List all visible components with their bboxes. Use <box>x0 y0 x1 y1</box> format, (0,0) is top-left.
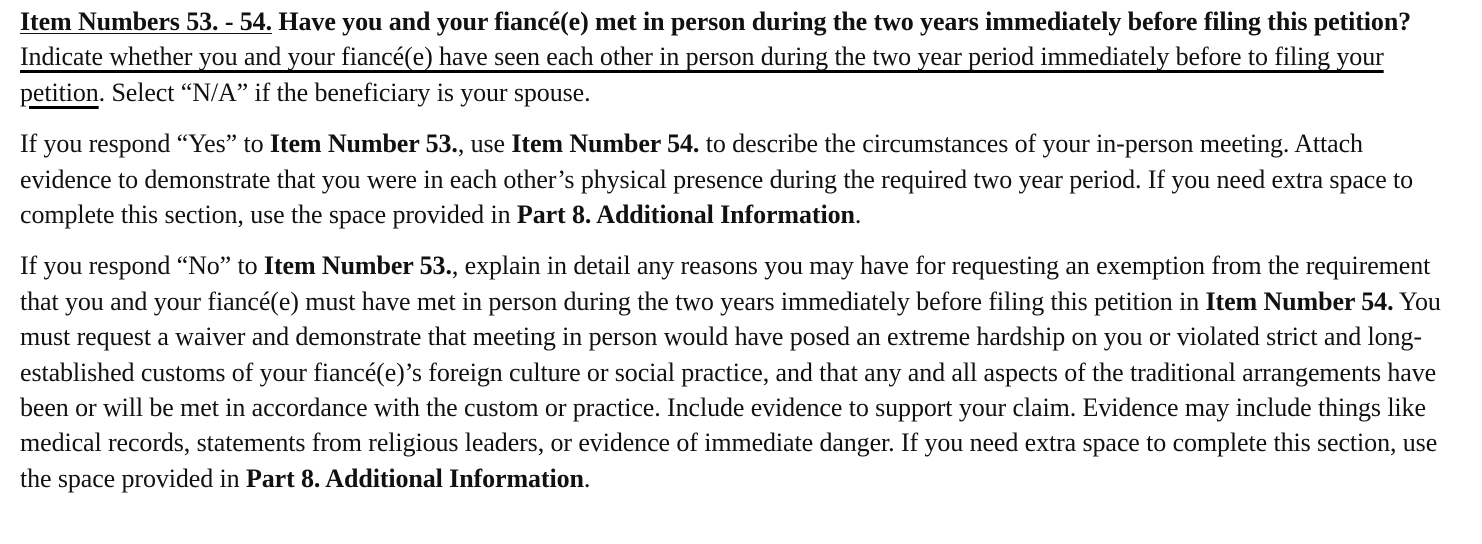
instructions-document <box>20 4 1460 496</box>
item-53-54-paragraph <box>20 4 1460 110</box>
instruction-text-underlined: Indicate whether you and your fiancé(e) have seen each other in person during the two year period immediately before to filing your petition <box>20 42 1384 107</box>
part-8-ref: Part 8. Additional Information <box>516 200 855 230</box>
part-8-ref: Part 8. Additional Information <box>245 463 584 493</box>
no-text-3: You must request a waiver and demonstrate that meeting in person would have posed an extreme hardship on you or violated strict and long-established customs of your fiancé(e)’s foreign culture or social practice, and that any and all aspects of the traditional arrangements have been or will be met in accordance with the custom or practice. Include evidence to support your claim. Evidence may include things like medical records, statements from religious leaders, or evidence of immediate danger. If you need extra space to complete this section, use the space provided in <box>20 286 1441 493</box>
yes-text-2: , use <box>457 129 512 159</box>
yes-text-3: to describe the circumstances of your in-person meeting. Attach evidence to demonstrate that you were in each other’s physical presence during the required two year period. If you need extra space to complete this section, use the space provided in <box>20 129 1414 230</box>
yes-text-4: . <box>854 200 862 230</box>
yes-text-1: If you respond “Yes” to <box>20 129 270 159</box>
na-instruction-text: . Select “N/A” if the beneficiary is your spouse. <box>98 77 591 107</box>
no-response-paragraph <box>20 248 1460 496</box>
item-53-ref: Item Number 53. <box>263 251 452 281</box>
question-text: Have you and your fiancé(e) met in person during the two years immediately before filing this petition? <box>272 7 1412 36</box>
item-54-ref: Item Number 54. <box>1205 286 1394 316</box>
item-53-ref: Item Number 53. <box>269 129 458 159</box>
item-54-ref: Item Number 54. <box>511 129 700 159</box>
no-text-2: , explain in detail any reasons you may have for requesting an exemption from the requirement that you and your fiancé(e) must have met in person during the two years immediately before filing this petition in <box>20 251 1431 316</box>
no-text-4: . <box>583 463 591 493</box>
item-reference-heading: Item Numbers 53. - 54. <box>20 7 272 36</box>
no-text-1: If you respond “No” to <box>20 251 264 281</box>
yes-response-paragraph <box>20 126 1460 232</box>
